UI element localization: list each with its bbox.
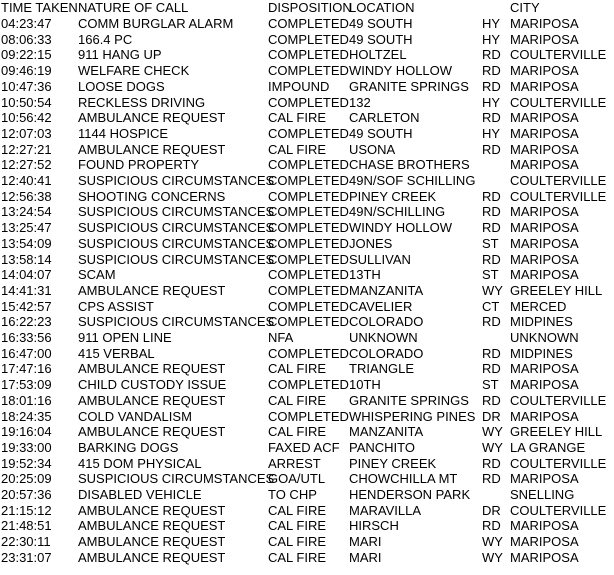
cell-location: JONES: [349, 235, 393, 251]
cell-nature: SUSPICIOUS CIRCUMSTANCES: [78, 220, 275, 236]
cell-suffix: HY: [482, 31, 501, 47]
cell-location: WHISPERING PINES: [349, 408, 476, 424]
cell-nature: 415 VERBAL: [78, 345, 155, 361]
cell-location: 13TH: [349, 267, 381, 283]
cell-time: 15:42:57: [1, 298, 52, 314]
cell-nature: 1144 HOSPICE: [78, 125, 169, 141]
cell-nature: 911 OPEN LINE: [78, 330, 172, 345]
table-row: [0, 487, 614, 503]
cell-city: MARIPOSA: [510, 361, 579, 377]
cell-nature: SHOOTING CONCERNS: [78, 188, 226, 204]
cell-time: 13:24:54: [1, 204, 52, 220]
cell-time: 14:04:07: [1, 267, 52, 283]
cell-location: GRANITE SPRINGS: [349, 392, 469, 408]
cell-location: MARI: [349, 549, 382, 565]
table-row: [0, 456, 614, 472]
cell-suffix: WY: [482, 439, 503, 455]
header-nature-of-call: NATURE OF CALL: [78, 0, 189, 15]
cell-time: 21:15:12: [1, 502, 52, 518]
cell-nature: AMBULANCE REQUEST: [78, 392, 226, 408]
cell-location: CAVELIER: [349, 298, 413, 314]
cell-disposition: COMPLETED: [268, 251, 349, 267]
cell-location: CHOWCHILLA MT: [349, 471, 458, 487]
cell-city: MARIPOSA: [510, 204, 579, 220]
table-row: [0, 95, 614, 111]
cell-nature: LOOSE DOGS: [78, 78, 165, 94]
header-location: LOCATION: [349, 0, 415, 15]
cell-disposition: COMPLETED: [268, 204, 349, 220]
table-row: [0, 220, 614, 236]
cell-nature: COLD VANDALISM: [78, 408, 192, 424]
cell-nature: AMBULANCE REQUEST: [78, 534, 226, 550]
cell-disposition: CAL FIRE: [268, 534, 327, 550]
table-row: [0, 110, 614, 126]
cell-disposition: NFA: [268, 330, 294, 345]
cell-city: MARIPOSA: [510, 549, 579, 565]
cell-location: WINDY HOLLOW: [349, 63, 453, 79]
cell-nature: 415 DOM PHYSICAL: [78, 455, 202, 471]
cell-suffix: RD: [482, 78, 501, 94]
cell-time: 10:47:36: [1, 78, 52, 94]
cell-suffix: ST: [482, 267, 499, 283]
cell-suffix: WY: [482, 534, 503, 550]
cell-nature: SUSPICIOUS CIRCUMSTANCES: [78, 314, 275, 330]
header-disposition: DISPOSITION: [268, 0, 352, 15]
cell-time: 10:50:54: [1, 94, 52, 110]
cell-nature: CHILD CUSTODY ISSUE: [78, 377, 227, 393]
cell-time: 16:33:56: [1, 330, 52, 345]
cell-location: 49 SOUTH: [349, 31, 413, 47]
cell-time: 16:22:23: [1, 314, 52, 330]
table-row: [0, 550, 614, 566]
cell-location: CARLETON: [349, 110, 420, 126]
header-time-taken: TIME TAKEN: [1, 0, 78, 15]
table-row: [0, 126, 614, 142]
cell-disposition: FAXED ACF: [268, 439, 340, 455]
table-row: [0, 424, 614, 440]
cell-disposition: CAL FIRE: [268, 361, 327, 377]
cell-disposition: CAL FIRE: [268, 110, 327, 126]
cell-nature: 911 HANG UP: [78, 47, 162, 63]
cell-nature: WELFARE CHECK: [78, 63, 190, 79]
cell-disposition: COMPLETED: [268, 31, 349, 47]
cell-time: 09:46:19: [1, 63, 52, 79]
cell-suffix: WY: [482, 424, 503, 440]
cell-suffix: RD: [482, 314, 501, 330]
cell-time: 16:47:00: [1, 345, 52, 361]
table-row: [0, 518, 614, 534]
cell-city: MARIPOSA: [510, 251, 579, 267]
cell-disposition: GOA/UTL: [268, 471, 326, 487]
cell-location: WINDY HOLLOW: [349, 220, 453, 236]
header-city: CITY: [510, 0, 540, 15]
table-row: [0, 314, 614, 330]
table-row: [0, 409, 614, 425]
cell-location: PANCHITO: [349, 439, 415, 455]
cell-nature: SCAM: [78, 267, 116, 283]
cell-location: 49 SOUTH: [349, 125, 413, 141]
cell-city: MARIPOSA: [510, 110, 579, 126]
cell-suffix: RD: [482, 141, 501, 157]
cell-city: MARIPOSA: [510, 518, 579, 534]
cell-nature: AMBULANCE REQUEST: [78, 361, 226, 377]
cell-time: 23:31:07: [1, 549, 52, 565]
cell-city: MARIPOSA: [510, 235, 579, 251]
table-row: [0, 267, 614, 283]
table-row: [0, 534, 614, 550]
cell-nature: CPS ASSIST: [78, 298, 154, 314]
table-row: [0, 471, 614, 487]
cell-disposition: COMPLETED: [268, 267, 349, 283]
cell-time: 19:52:34: [1, 455, 52, 471]
table-row: [0, 330, 614, 346]
cell-nature: SUSPICIOUS CIRCUMSTANCES: [78, 471, 275, 487]
cell-nature: RECKLESS DRIVING: [78, 94, 206, 110]
cell-location: PINEY CREEK: [349, 188, 437, 204]
cell-suffix: DR: [482, 502, 501, 518]
table-row: [0, 16, 614, 32]
cell-city: COULTERVILLE: [510, 392, 607, 408]
cell-time: 19:16:04: [1, 424, 52, 440]
cell-suffix: RD: [482, 47, 501, 63]
cell-time: 18:24:35: [1, 408, 52, 424]
cell-suffix: RD: [482, 220, 501, 236]
cell-city: LA GRANGE: [510, 439, 586, 455]
cell-city: MARIPOSA: [510, 377, 579, 393]
cell-city: COULTERVILLE: [510, 173, 607, 188]
cell-time: 13:58:14: [1, 251, 52, 267]
cell-city: SNELLING: [510, 487, 575, 502]
cell-disposition: COMPLETED: [268, 298, 349, 314]
cell-location: 132: [349, 94, 371, 110]
cell-city: MARIPOSA: [510, 267, 579, 283]
cell-city: MARIPOSA: [510, 78, 579, 94]
cell-nature: AMBULANCE REQUEST: [78, 549, 226, 565]
cell-nature: AMBULANCE REQUEST: [78, 518, 226, 534]
cell-disposition: CAL FIRE: [268, 392, 327, 408]
table-row: [0, 503, 614, 519]
table-row: [0, 252, 614, 268]
cell-city: UNKNOWN: [510, 330, 579, 345]
cell-city: COULTERVILLE: [510, 47, 607, 63]
cell-city: MARIPOSA: [510, 141, 579, 157]
table-row: [0, 79, 614, 95]
cell-location: MARAVILLA: [349, 502, 422, 518]
cell-location: 49 SOUTH: [349, 16, 413, 31]
cell-disposition: ARREST: [268, 455, 321, 471]
cell-city: MARIPOSA: [510, 408, 579, 424]
cell-location: UNKNOWN: [349, 330, 418, 345]
cell-disposition: COMPLETED: [268, 345, 349, 361]
table-row: [0, 142, 614, 158]
cell-location: TRIANGLE: [349, 361, 415, 377]
cell-nature: SUSPICIOUS CIRCUMSTANCES: [78, 235, 275, 251]
cell-suffix: RD: [482, 63, 501, 79]
cell-disposition: COMPLETED: [268, 94, 349, 110]
cell-disposition: COMPLETED: [268, 47, 349, 63]
cell-time: 20:25:09: [1, 471, 52, 487]
cell-time: 12:07:03: [1, 125, 52, 141]
cell-nature: SUSPICIOUS CIRCUMSTANCES: [78, 251, 275, 267]
cell-suffix: HY: [482, 125, 501, 141]
cell-suffix: RD: [482, 188, 501, 204]
cell-nature: AMBULANCE REQUEST: [78, 282, 226, 298]
header-row: [0, 0, 614, 16]
cell-disposition: COMPLETED: [268, 282, 349, 298]
cell-disposition: COMPLETED: [268, 125, 349, 141]
cell-time: 19:33:00: [1, 439, 52, 455]
cell-time: 08:06:33: [1, 31, 52, 47]
cell-disposition: TO CHP: [268, 487, 317, 502]
cell-location: HOLTZEL: [349, 47, 407, 63]
table-row: [0, 440, 614, 456]
cell-disposition: CAL FIRE: [268, 141, 327, 157]
cell-disposition: COMPLETED: [268, 220, 349, 236]
cell-city: MARIPOSA: [510, 157, 579, 173]
cell-disposition: COMPLETED: [268, 408, 349, 424]
cell-suffix: RD: [482, 392, 501, 408]
cell-time: 12:40:41: [1, 173, 52, 188]
cell-location: SULLIVAN: [349, 251, 411, 267]
cell-suffix: ST: [482, 235, 499, 251]
cell-suffix: HY: [482, 16, 501, 31]
cell-city: GREELEY HILL: [510, 282, 603, 298]
cell-time: 13:25:47: [1, 220, 52, 236]
cell-nature: 166.4 PC: [78, 31, 133, 47]
cell-time: 22:30:11: [1, 534, 51, 550]
cell-city: COULTERVILLE: [510, 94, 607, 110]
cell-suffix: RD: [482, 518, 501, 534]
table-row: [0, 283, 614, 299]
cell-time: 10:56:42: [1, 110, 52, 126]
cell-location: HENDERSON PARK: [349, 487, 471, 502]
cell-nature: COMM BURGLAR ALARM: [78, 16, 234, 31]
cell-nature: SUSPICIOUS CIRCUMSTANCES: [78, 204, 275, 220]
cell-nature: AMBULANCE REQUEST: [78, 502, 226, 518]
table-row: [0, 63, 614, 79]
cell-time: 18:01:16: [1, 392, 52, 408]
cell-time: 12:27:52: [1, 157, 52, 173]
cell-nature: DISABLED VEHICLE: [78, 487, 202, 502]
cell-suffix: WY: [482, 282, 503, 298]
cell-location: 49N/SCHILLING: [349, 204, 446, 220]
cell-city: COULTERVILLE: [510, 502, 607, 518]
cell-city: MERCED: [510, 298, 567, 314]
cell-disposition: CAL FIRE: [268, 518, 327, 534]
cell-nature: AMBULANCE REQUEST: [78, 110, 226, 126]
cell-time: 04:23:47: [1, 16, 52, 31]
cell-suffix: RD: [482, 251, 501, 267]
cell-location: COLORADO: [349, 314, 424, 330]
cell-time: 12:56:38: [1, 188, 52, 204]
cell-suffix: RD: [482, 471, 501, 487]
cell-nature: SUSPICIOUS CIRCUMSTANCES: [78, 173, 275, 188]
table-row: [0, 393, 614, 409]
cell-suffix: RD: [482, 204, 501, 220]
cell-disposition: IMPOUND: [268, 78, 330, 94]
cell-disposition: COMPLETED: [268, 188, 349, 204]
cell-city: COULTERVILLE: [510, 188, 607, 204]
cell-disposition: COMPLETED: [268, 314, 349, 330]
table-row: [0, 361, 614, 377]
cell-disposition: COMPLETED: [268, 157, 349, 173]
cell-suffix: CT: [482, 298, 500, 314]
cell-disposition: COMPLETED: [268, 235, 349, 251]
table-row: [0, 346, 614, 362]
cell-disposition: CAL FIRE: [268, 549, 327, 565]
cell-city: MIDPINES: [510, 314, 573, 330]
cell-disposition: COMPLETED: [268, 63, 349, 79]
cell-nature: BARKING DOGS: [78, 439, 179, 455]
cell-location: COLORADO: [349, 345, 424, 361]
cell-city: MARIPOSA: [510, 16, 579, 31]
table-row: [0, 204, 614, 220]
cell-city: MIDPINES: [510, 345, 573, 361]
cell-city: MARIPOSA: [510, 220, 579, 236]
cell-city: GREELEY HILL: [510, 424, 603, 440]
cell-nature: AMBULANCE REQUEST: [78, 424, 226, 440]
cell-location: USONA: [349, 141, 396, 157]
cell-suffix: RD: [482, 345, 501, 361]
cell-city: MARIPOSA: [510, 125, 579, 141]
cell-suffix: WY: [482, 549, 503, 565]
cell-suffix: DR: [482, 408, 501, 424]
cell-disposition: CAL FIRE: [268, 424, 327, 440]
cell-city: MARIPOSA: [510, 31, 579, 47]
cell-nature: AMBULANCE REQUEST: [78, 141, 226, 157]
cell-location: MARI: [349, 534, 382, 550]
cell-disposition: COMPLETED: [268, 173, 349, 188]
table-row: [0, 47, 614, 63]
cell-suffix: HY: [482, 94, 501, 110]
cell-location: CHASE BROTHERS: [349, 157, 470, 173]
cell-location: MANZANITA: [349, 282, 424, 298]
cell-suffix: ST: [482, 377, 499, 393]
cell-time: 17:47:16: [1, 361, 52, 377]
cell-city: MARIPOSA: [510, 534, 579, 550]
cell-disposition: CAL FIRE: [268, 502, 327, 518]
cell-location: 10TH: [349, 377, 381, 393]
cell-disposition: COMPLETED: [268, 377, 349, 393]
cell-suffix: RD: [482, 110, 501, 126]
cell-city: COULTERVILLE: [510, 455, 607, 471]
cell-city: MARIPOSA: [510, 471, 579, 487]
cell-location: PINEY CREEK: [349, 455, 437, 471]
table-row: [0, 189, 614, 205]
cell-time: 21:48:51: [1, 518, 52, 534]
cell-location: 49N/SOF SCHILLING: [349, 173, 476, 188]
cell-suffix: RD: [482, 361, 501, 377]
cell-location: MANZANITA: [349, 424, 424, 440]
cell-time: 09:22:15: [1, 47, 52, 63]
table-row: [0, 236, 614, 252]
cell-time: 12:27:21: [1, 141, 52, 157]
table-row: [0, 32, 614, 48]
table-row: [0, 157, 614, 173]
table-row: [0, 173, 614, 189]
table-row: [0, 299, 614, 315]
cell-time: 20:57:36: [1, 487, 52, 502]
table-row: [0, 377, 614, 393]
cell-location: GRANITE SPRINGS: [349, 78, 469, 94]
cell-time: 13:54:09: [1, 235, 52, 251]
cell-suffix: RD: [482, 455, 501, 471]
cell-disposition: COMPLETED: [268, 16, 349, 31]
cell-location: HIRSCH: [349, 518, 399, 534]
cell-nature: FOUND PROPERTY: [78, 157, 200, 173]
cell-time: 14:41:31: [1, 282, 52, 298]
cell-city: MARIPOSA: [510, 63, 579, 79]
cell-time: 17:53:09: [1, 377, 52, 393]
